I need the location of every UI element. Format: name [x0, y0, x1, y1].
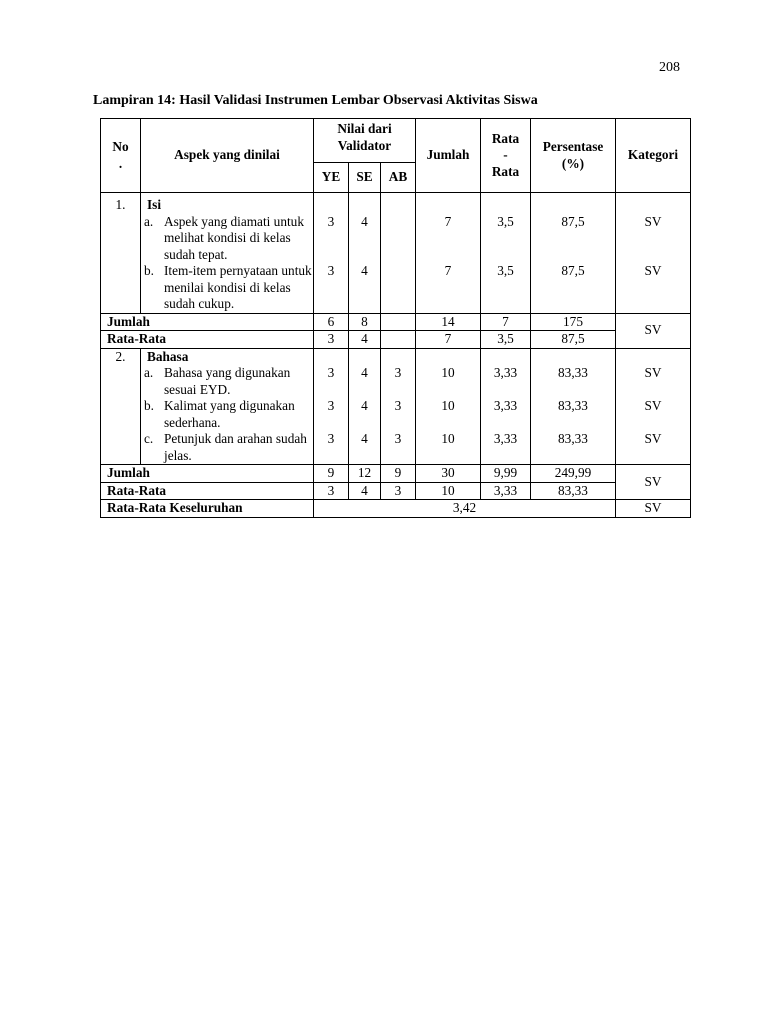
section-title: Bahasa	[141, 348, 314, 365]
aspect-text: Kalimat yang digunakan sederhana.	[164, 398, 295, 430]
aspect-text: Petunjuk dan arahan sudah jelas.	[164, 431, 307, 463]
page-number: 208	[659, 60, 680, 75]
table-row: b. Item-item pernyataan untuk menilai kondisi di kelas sudah cukup. 3 4 7 3,5 87,5 SV	[101, 263, 691, 313]
aspect-text: Aspek yang diamati untuk melihat kondisi di kelas sudah tepat.	[164, 213, 304, 262]
rata-row: Rata-Rata 3 4 7 3,5 87,5	[101, 331, 691, 349]
jumlah-row: Jumlah 9 12 9 30 9,99 249,99 SV	[101, 465, 691, 483]
section-title: Isi	[141, 193, 314, 214]
section-kategori: SV	[616, 465, 691, 500]
section-row	[101, 348, 691, 365]
header-ye: YE	[314, 163, 349, 193]
overall-label: Rata-Rata Keseluruhan	[101, 500, 314, 518]
overall-row	[101, 500, 691, 518]
table-row: a. Aspek yang diamati untuk melihat kondisi di kelas sudah tepat. 3 4 7 3,5 87,5 SV	[101, 214, 691, 264]
jumlah-row: Jumlah 6 8 14 7 175 SV	[101, 313, 691, 331]
header-jumlah: Jumlah	[416, 119, 481, 193]
table-row: a. Bahasa yang digunakan sesuai EYD. 3 4 3 10 3,33 83,33 SV	[101, 365, 691, 398]
header-nilai: Nilai dari Validator	[314, 119, 416, 163]
rata-row: Rata-Rata 3 4 3 10 3,33 83,33	[101, 482, 691, 500]
section-number: 1.	[101, 193, 141, 214]
aspect-text: Bahasa yang digunakan sesuai EYD.	[164, 365, 291, 397]
validation-table	[100, 118, 691, 518]
header-no: No .	[101, 119, 141, 193]
header-se: SE	[349, 163, 381, 193]
header-kategori: Kategori	[616, 119, 691, 193]
header-persentase: Persentase (%)	[531, 119, 616, 193]
table-row: c. Petunjuk dan arahan sudah jelas. 3 4 3 10 3,33 83,33 SV	[101, 431, 691, 465]
header-aspek: Aspek yang dinilai	[141, 119, 314, 193]
table-row: b. Kalimat yang digunakan sederhana. 3 4 3 10 3,33 83,33 SV	[101, 398, 691, 431]
aspect-text: Item-item pernyataan untuk menilai kondisi di kelas sudah cukup.	[164, 263, 312, 311]
header-rata: Rata - Rata	[481, 119, 531, 193]
section-number: 2.	[101, 348, 141, 365]
overall-kategori: SV	[616, 500, 691, 518]
header-ab: AB	[381, 163, 416, 193]
overall-value: 3,42	[314, 500, 616, 518]
section-kategori: SV	[616, 313, 691, 348]
section-row	[101, 193, 691, 214]
table-caption: Lampiran 14: Hasil Validasi Instrumen Lembar Observasi Aktivitas Siswa	[93, 93, 538, 108]
